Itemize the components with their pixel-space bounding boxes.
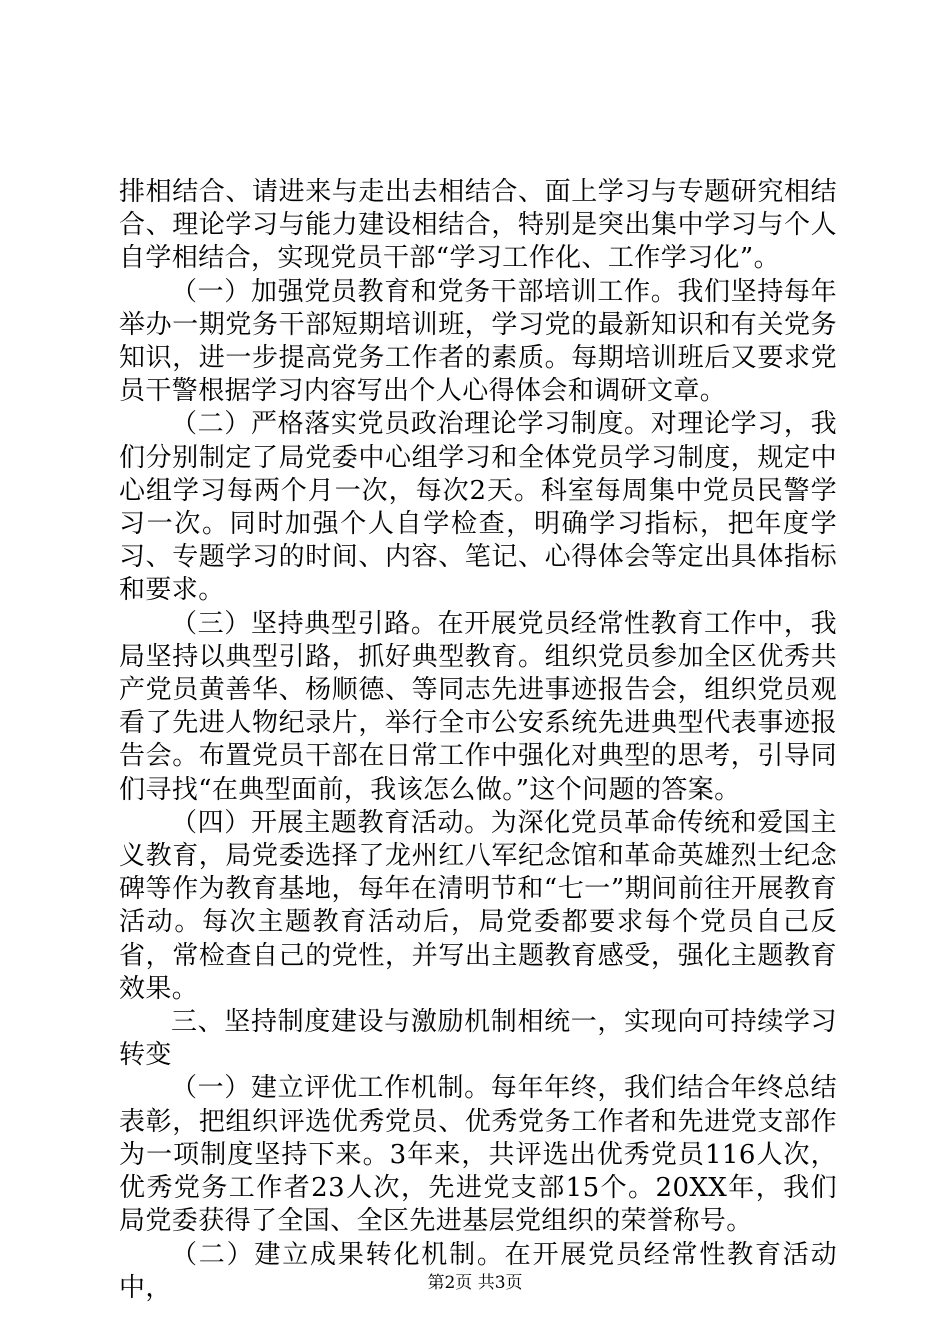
document-body xyxy=(119,176,837,1305)
paragraph-4: （三）坚持典型引路。在开展党员经常性教育工作中，我局坚持以典型引路，抓好典型教育。组织党员参加全区优秀共产党员黄善华、杨顺德、等同志先进事迹报告会，组织党员观看了先进人物纪录片，举行全市公安系统先进典型代表事迹报告会。布置党员干部在日常工作中强化对典型的思考，引导同们寻找“在典型面前，我该怎么做。”这个问题的答案。 xyxy=(119,608,837,805)
paragraph-1: 排相结合、请进来与走出去相结合、面上学习与专题研究相结合、理论学习与能力建设相结合，特别是突出集中学习与个人自学相结合，实现党员干部“学习工作化、工作学习化”。 xyxy=(119,177,837,274)
paragraph-2: （一）加强党员教育和党务干部培训工作。我们坚持每年举办一期党务干部短期培训班，学习党的最新知识和有关党务知识，进一步提高党务工作者的素质。每期培训班后又要求党员干警根据学习内容写出个人心得体会和调研文章。 xyxy=(119,276,837,407)
page-footer xyxy=(0,1272,950,1294)
page-number: 第2页 共3页 xyxy=(427,1273,523,1293)
paragraph-5: （四）开展主题教育活动。为深化党员革命传统和爱国主义教育，局党委选择了龙州红八军纪念馆和革命英雄烈士纪念碑等作为教育基地，每年在清明节和“七一”期间前往开展教育活动。每次主题教育活动后，局党委都要求每个党员自己反省，常检查自己的党性，并写出主题教育感受，强化主题教育效果。 xyxy=(119,807,837,1004)
section-heading-3: 三、坚持制度建设与激励机制相统一，实现向可持续学习转变 xyxy=(119,1007,837,1071)
paragraph-6: （一）建立评优工作机制。每年年终，我们结合年终总结表彰，把组织评选优秀党员、优秀党务工作者和先进党支部作为一项制度坚持下来。3年来，共评选出优秀党员116人次，优秀党务工作者23人次，先进党支部15个。20XX年，我们局党委获得了全国、全区先进基层党组织的荣誉称号。 xyxy=(119,1073,837,1237)
paragraph-3: （二）严格落实党员政治理论学习制度。对理论学习，我们分别制定了局党委中心组学习和全体党员学习制度，规定中心组学习每两个月一次，每次2天。科室每周集中党员民警学习一次。同时加强个人自学检查，明确学习指标，把年度学习、专题学习的时间、内容、笔记、心得体会等定出具体指标和要求。 xyxy=(119,409,837,606)
paragraph-7: （二）建立成果转化机制。在开展党员经常性教育活动中， xyxy=(119,1239,837,1303)
